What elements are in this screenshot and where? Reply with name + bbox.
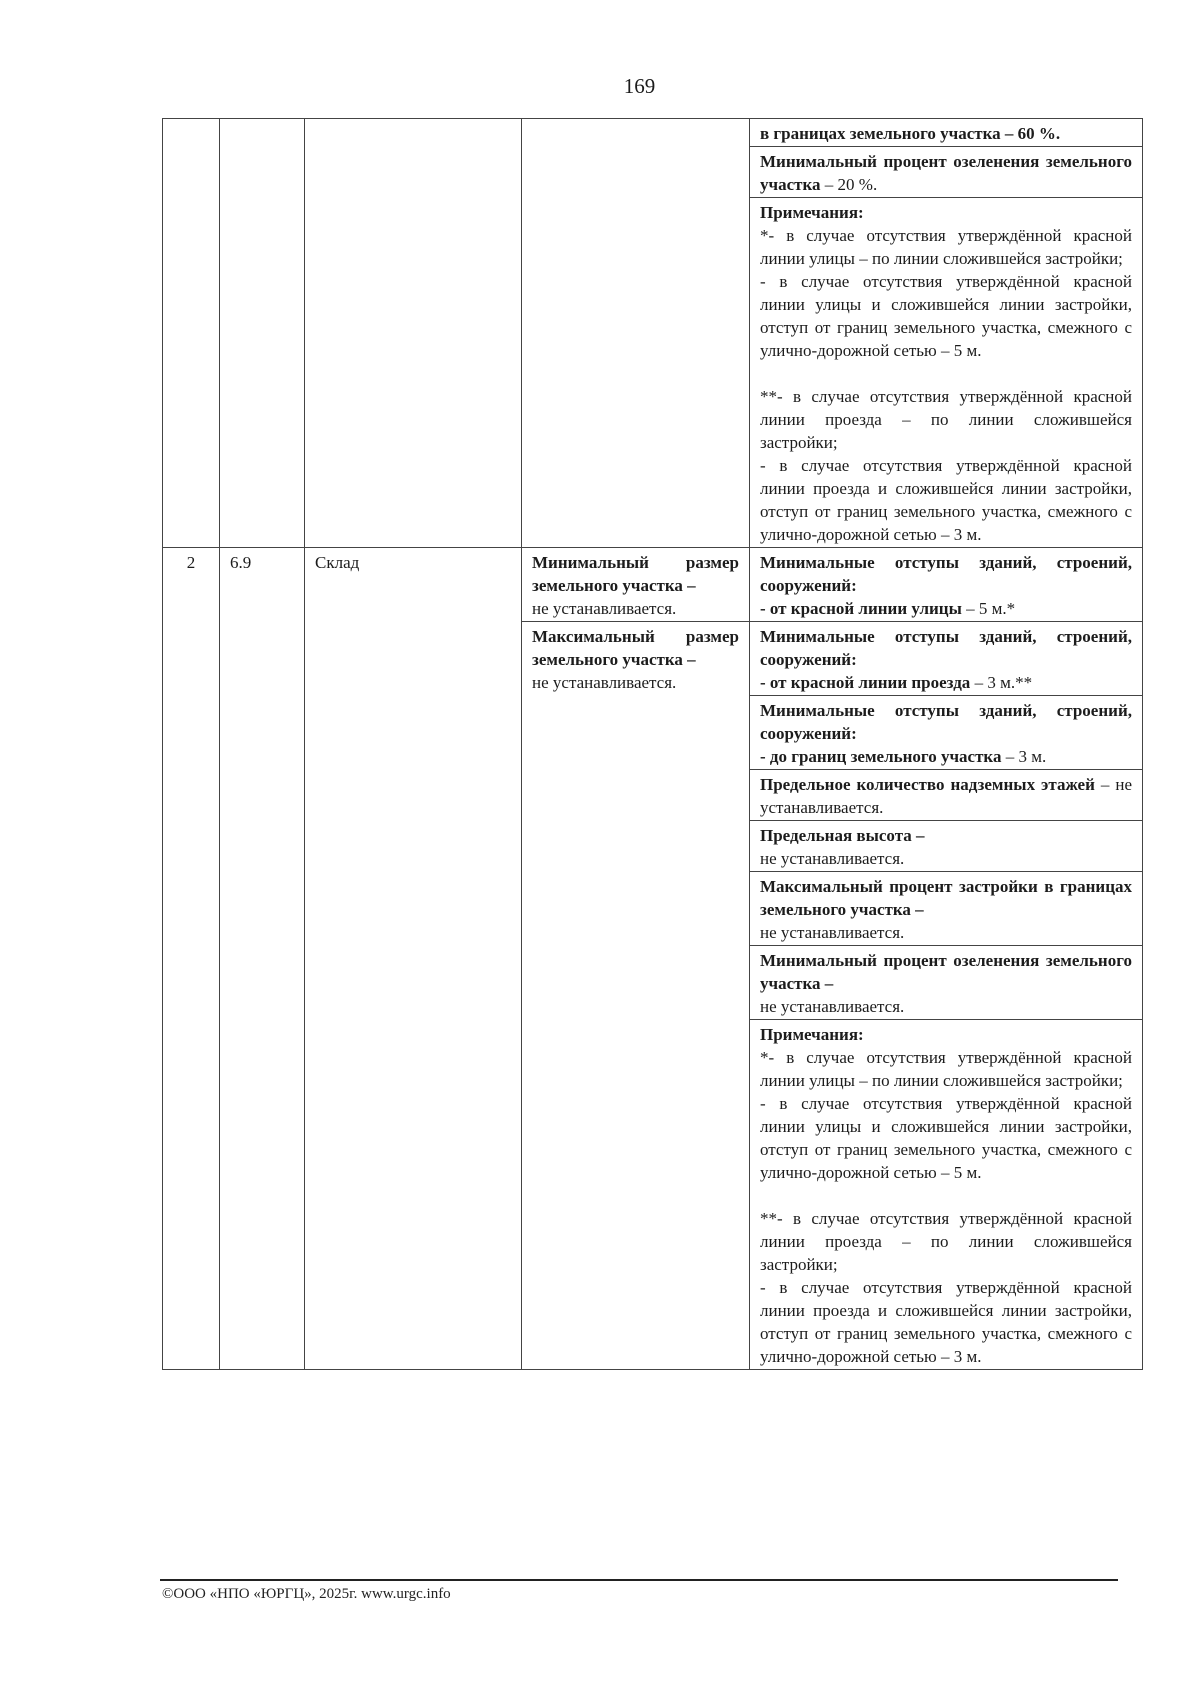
- param-cell: [750, 548, 1143, 622]
- param-bold: в границах земельного участка – 60 %.: [760, 124, 1061, 143]
- cell-code: 6.9: [220, 548, 305, 1370]
- note-line: [760, 1184, 1132, 1207]
- notes-cell: [750, 1020, 1143, 1370]
- note-line: - в случае отсутствия утверждённой красной линии улицы и сложившейся линии застройки, отступ от границ земельного участка, смежного с улично-дорожной сетью – 5 м.: [760, 1094, 1132, 1182]
- param-bold: Минимальные отступы зданий, строений, сооружений:: [760, 627, 1132, 669]
- param-bold: Минимальные отступы зданий, строений, сооружений:: [760, 701, 1132, 743]
- cell-size-empty: [522, 119, 750, 548]
- param-bold: Минимальный процент озеленения земельного участка –: [760, 951, 1132, 993]
- param-text: – 3 м.: [1001, 747, 1047, 766]
- param-bold: - до границ земельного участка: [760, 747, 1002, 766]
- param-cell: [750, 696, 1143, 770]
- footer-copyright: ©ООО «НПО «ЮРГЦ», 2025г. www.urgc.info: [162, 1586, 451, 1602]
- param-cell: [750, 119, 1143, 147]
- param-text: не устанавливается.: [760, 923, 905, 942]
- param-text: – не устанавливается.: [760, 775, 1132, 817]
- param-text: – 3 м.**: [970, 673, 1033, 692]
- min-size-label: Минимальный размер земельного участка –: [532, 553, 739, 595]
- notes-title: Примечания:: [760, 1025, 864, 1044]
- regulations-table: [162, 118, 1143, 1370]
- param-text: не устанавливается.: [760, 849, 905, 868]
- param-cell: [750, 872, 1143, 946]
- page-number: 169: [623, 74, 656, 98]
- note-line: - в случае отсутствия утверждённой красной линии улицы и сложившейся линии застройки, отступ от границ земельного участка, смежного с улично-дорожной сетью – 5 м.: [760, 272, 1132, 360]
- max-size-value: не устанавливается.: [532, 673, 677, 692]
- param-bold: - от красной линии проезда: [760, 673, 971, 692]
- note-line: [760, 362, 1132, 385]
- param-bold: Предельное количество надземных этажей: [760, 775, 1095, 794]
- min-size-value: не устанавливается.: [532, 599, 677, 618]
- note-line: **- в случае отсутствия утверждённой красной линии проезда – по линии сложившейся застройки;: [760, 1209, 1132, 1274]
- param-cell: [750, 147, 1143, 198]
- param-cell: [750, 946, 1143, 1020]
- cell-name-empty: [305, 119, 522, 548]
- cell-number-empty: [163, 119, 220, 548]
- notes-cell: [750, 198, 1143, 548]
- param-bold: Предельная высота –: [760, 826, 925, 845]
- param-bold: Максимальный процент застройки в границах земельного участка –: [760, 877, 1132, 919]
- table-row: [163, 548, 1143, 622]
- cell-number: 2: [163, 548, 220, 1370]
- cell-code-empty: [220, 119, 305, 548]
- max-size-label: Максимальный размер земельного участка –: [532, 627, 739, 669]
- param-bold: Минимальный процент озеленения земельного участка: [760, 152, 1132, 194]
- param-cell: [750, 770, 1143, 821]
- table-row: [163, 119, 1143, 147]
- param-text: – 5 м.*: [961, 599, 1016, 618]
- cell-name: Склад: [305, 548, 522, 1370]
- note-line: - в случае отсутствия утверждённой красной линии проезда и сложившейся линии застройки, отступ от границ земельного участка, смежного с улично-дорожной сетью – 3 м.: [760, 456, 1132, 544]
- max-size-cell: [522, 622, 750, 1370]
- param-cell: [750, 622, 1143, 696]
- param-bold: Минимальные отступы зданий, строений, сооружений:: [760, 553, 1132, 595]
- note-line: - в случае отсутствия утверждённой красной линии проезда и сложившейся линии застройки, отступ от границ земельного участка, смежного с улично-дорожной сетью – 3 м.: [760, 1278, 1132, 1366]
- notes-title: Примечания:: [760, 203, 864, 222]
- footer-divider: [160, 1579, 1118, 1581]
- param-cell: [750, 821, 1143, 872]
- param-bold: - от красной линии улицы: [760, 599, 962, 618]
- note-line: *- в случае отсутствия утверждённой красной линии улицы – по линии сложившейся застройки;: [760, 1048, 1132, 1090]
- note-line: **- в случае отсутствия утверждённой красной линии проезда – по линии сложившейся застройки;: [760, 387, 1132, 452]
- min-size-cell: [522, 548, 750, 622]
- note-line: *- в случае отсутствия утверждённой красной линии улицы – по линии сложившейся застройки;: [760, 226, 1132, 268]
- param-text: – 20 %.: [820, 175, 878, 194]
- param-text: не устанавливается.: [760, 997, 905, 1016]
